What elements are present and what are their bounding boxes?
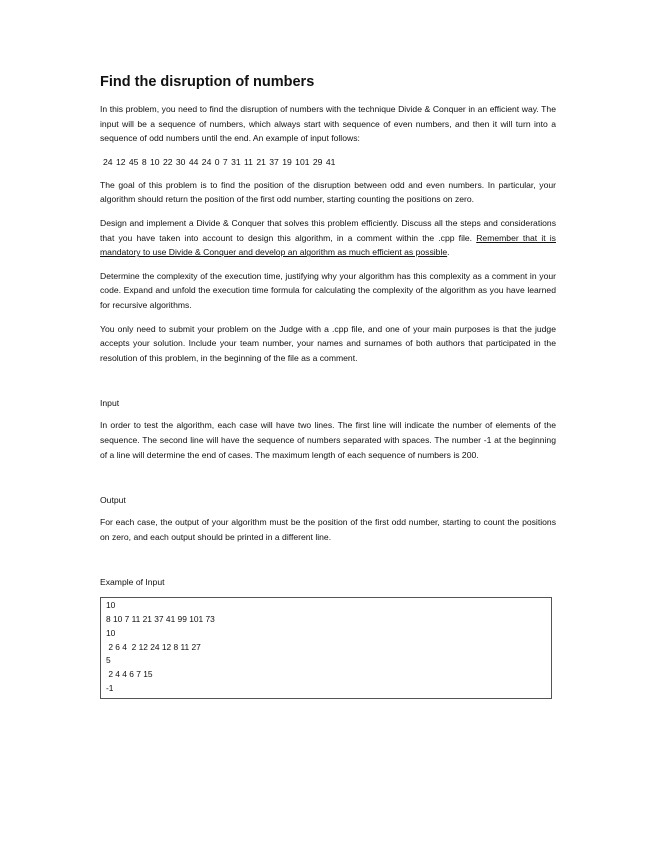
input-description: In order to test the algorithm, each case will have two lines. The first line will indicate the number of elements of the sequence. The second line will have the sequence of numbers separated with spaces. The number -1 at the beginning of a line will determine the end of cases. The maximum length of each sequence of numbers is 200. [100,420,556,460]
design-text: Design and implement a Divide & Conquer that solves this problem efficiently. Discuss all the steps and considerations that you have taken into account to design this algorithm, in a comment within the .cpp file. [100,217,556,243]
design-mandatory-note: Remember that it is mandatory to use Divide & Conquer and develop an algorithm as much efficient as possible [100,232,556,258]
output-description: For each case, the output of your algorithm must be the position of the first odd number, starting to count the positions on zero, and each output should be printed in a different line. [100,517,556,542]
submit-paragraph: You only need to submit your problem on the Judge with a .cpp file, and one of your main purposes is that the judge accepts your solution. Include your team number, your names and surnames of both authors that participated in the resolution of this problem, in the beginning of the file as a comment. [100,323,556,363]
input-heading: Input [100,398,120,409]
complexity-paragraph: Determine the complexity of the execution time, justifying why your algorithm has this complexity as a comment in your code. Expand and unfold the execution time formula for calculating the complexity of the algorithm as you have learned for recursive algorithms. [100,270,556,310]
example-input-heading: Example of Input [100,577,165,588]
document-page [100,72,556,699]
example-input-line: 8 10 7 11 21 37 41 99 101 73 [106,614,215,625]
example-input-line: 2 6 4 2 12 24 12 8 11 27 [106,641,201,652]
spacer [100,553,556,575]
design-paragraph [100,216,556,260]
spacer [100,471,556,493]
intro-paragraph: In this problem, you need to find the disruption of numbers with the technique Divide & Conquer in an efficient way. The input will be a sequence of numbers, which always start with sequence of even numbers, and then it will turn into a sequence of odd numbers until the end. An example of input follows: [100,104,556,144]
example-input-box [100,597,552,699]
output-heading: Output [100,495,126,506]
example-input-line: 10 [106,600,116,611]
example-input-line: 2 4 4 6 7 15 [106,669,153,680]
spacer [100,374,556,396]
example-input-line: 10 [106,627,116,638]
design-end: . [447,247,450,258]
example-input-line: 5 [106,655,111,666]
page-title: Find the disruption of numbers [100,74,315,90]
example-input-line: -1 [106,683,114,694]
example-sequence: 24 12 45 8 10 22 30 44 24 0 7 31 11 21 37 19 101 29 41 [103,156,336,167]
goal-paragraph: The goal of this problem is to find the position of the disruption between odd and even numbers. In particular, your algorithm should return the position of the first odd number, starting counting the positions on zero. [100,179,556,205]
